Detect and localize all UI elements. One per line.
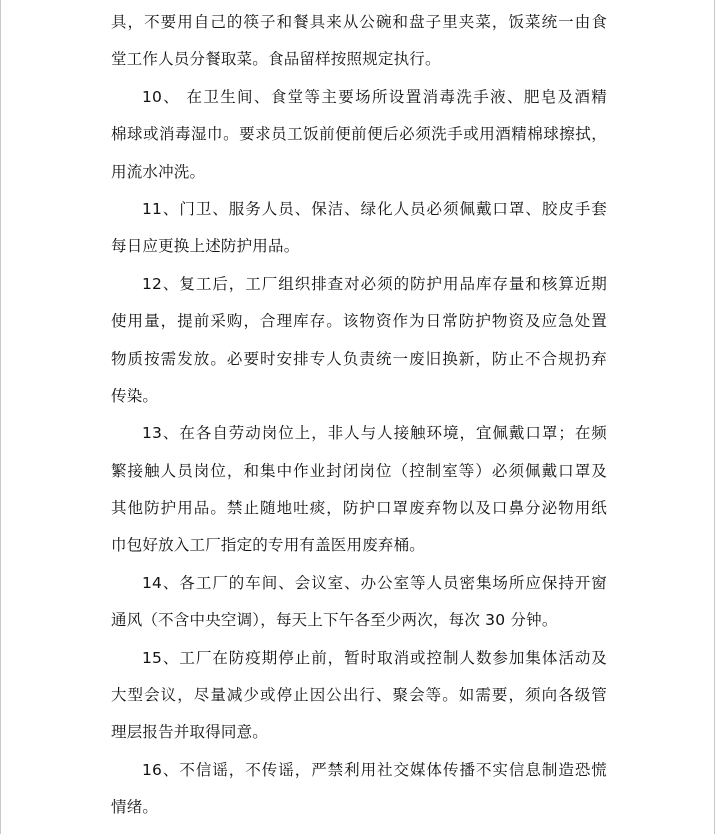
paragraph-line: 具，不要用自己的筷子和餐具来从公碗和盘子里夹菜，饭菜统一由食 bbox=[111, 13, 607, 31]
paragraph-first-line: 12、复工后，工厂组织排查对必须的防护用品库存量和核算近期 bbox=[142, 274, 607, 293]
paragraph-line: 巾包好放入工厂指定的专用有盖医用废弃桶。 bbox=[111, 536, 426, 555]
paragraph-line: 通风（不含中央空调），每天上下午各至少两次，每次 30 分钟。 bbox=[111, 611, 558, 630]
paragraph-first-line: 10、 在卫生间、食堂等主要场所设置消毒洗手液、肥皂及酒精 bbox=[142, 87, 607, 106]
paragraph-line: 使用量，提前采购，合理库存。该物资作为日常防护物资及应急处置 bbox=[111, 312, 607, 331]
paragraph-first-line: 16、不信谣，不传谣，严禁利用社交媒体传播不实信息制造恐慌 bbox=[142, 760, 607, 779]
paragraph-line: 理层报告并取得同意。 bbox=[111, 723, 269, 742]
paragraph-first-line: 15、工厂在防疫期停止前，暂时取消或控制人数参加集体活动及 bbox=[142, 648, 607, 667]
paragraph-line: 繁接触人员岗位，和集中作业封闭岗位（控制室等）必须佩戴口罩及 bbox=[111, 461, 607, 480]
paragraph-line: 情绪。 bbox=[111, 798, 159, 817]
document-body bbox=[111, 4, 607, 827]
paragraph-line: 传染。 bbox=[111, 386, 159, 405]
paragraph-line: 物质按需发放。必要时安排专人负责统一废旧换新，防止不合规扔弃 bbox=[111, 349, 607, 368]
paragraph-line: 大型会议，尽量减少或停止因公出行、聚会等。如需要，须向各级管 bbox=[111, 686, 607, 705]
paragraph-first-line: 13、在各自劳动岗位上，非人与人接触环境，宜佩戴口罩；在频 bbox=[142, 424, 607, 443]
paragraph-first-line: 11、门卫、服务人员、保洁、绿化人员必须佩戴口罩、胶皮手套 bbox=[142, 199, 607, 218]
paragraph-line: 其他防护用品。禁止随地吐痰，防护口罩废弃物以及口鼻分泌物用纸 bbox=[111, 499, 607, 518]
paragraph-line: 每日应更换上述防护用品。 bbox=[111, 237, 300, 256]
paragraph-line: 棉球或消毒湿巾。要求员工饭前便前便后必须洗手或用酒精棉球擦拭， bbox=[111, 125, 607, 144]
paragraph-line: 堂工作人员分餐取菜。食品留样按照规定执行。 bbox=[111, 50, 441, 69]
paragraph-line: 用流水冲洗。 bbox=[111, 162, 206, 181]
paragraph-first-line: 14、各工厂的车间、会议室、办公室等人员密集场所应保持开窗 bbox=[142, 573, 607, 592]
